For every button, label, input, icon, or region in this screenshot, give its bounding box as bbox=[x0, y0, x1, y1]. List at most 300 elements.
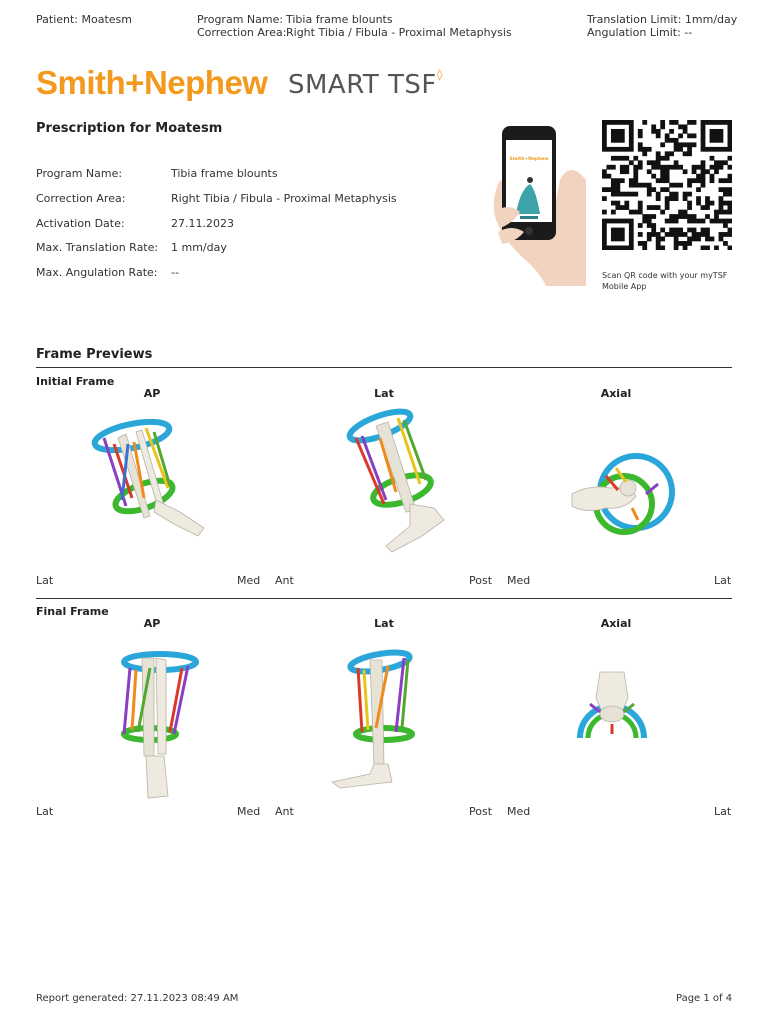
qr-module bbox=[678, 232, 683, 237]
qr-module bbox=[638, 232, 643, 237]
qr-module bbox=[620, 120, 625, 125]
header-correction-value: Right Tibia / Fibula - Proximal Metaphysis bbox=[286, 26, 512, 39]
qr-module bbox=[669, 138, 674, 143]
qr-module bbox=[728, 133, 732, 138]
qr-module bbox=[611, 138, 616, 143]
qr-module bbox=[701, 178, 706, 183]
qr-module bbox=[669, 196, 674, 201]
qr-module bbox=[615, 205, 620, 210]
qr-module bbox=[615, 187, 620, 192]
qr-module bbox=[638, 210, 643, 215]
qr-module bbox=[642, 120, 647, 125]
qr-module bbox=[620, 147, 625, 152]
qr-module bbox=[701, 120, 706, 125]
company-logo-left: Smith bbox=[36, 64, 126, 101]
qr-module bbox=[647, 192, 652, 197]
qr-module bbox=[602, 232, 607, 237]
qr-module bbox=[602, 169, 607, 174]
qr-module bbox=[606, 219, 611, 224]
qr-module bbox=[669, 192, 674, 197]
final-ap-left-orient: Lat bbox=[36, 805, 54, 818]
initial-axial-label: Axial bbox=[600, 387, 632, 400]
qr-module bbox=[633, 165, 638, 170]
qr-module bbox=[710, 129, 715, 134]
qr-module bbox=[647, 219, 652, 224]
initial-axial-left-orient: Med bbox=[507, 574, 531, 587]
qr-module bbox=[687, 228, 692, 233]
qr-module bbox=[602, 138, 607, 143]
qr-module bbox=[674, 219, 679, 224]
qr-module bbox=[656, 129, 661, 134]
qr-module bbox=[723, 160, 728, 165]
qr-module bbox=[624, 192, 629, 197]
qr-module bbox=[611, 156, 616, 161]
qr-module bbox=[728, 129, 732, 134]
qr-module bbox=[624, 201, 629, 206]
header-program-label: Program Name: bbox=[197, 13, 284, 26]
qr-module bbox=[660, 228, 665, 233]
qr-module bbox=[647, 205, 652, 210]
qr-module bbox=[611, 246, 616, 250]
qr-module bbox=[683, 232, 688, 237]
qr-module bbox=[696, 232, 701, 237]
qr-module bbox=[633, 169, 638, 174]
qr-module bbox=[606, 187, 611, 192]
qr-module bbox=[611, 178, 616, 183]
qr-module bbox=[660, 178, 665, 183]
qr-module bbox=[719, 160, 724, 165]
qr-module bbox=[647, 160, 652, 165]
qr-module bbox=[629, 147, 634, 152]
qr-module bbox=[620, 219, 625, 224]
qr-module bbox=[620, 129, 625, 134]
qr-module bbox=[705, 120, 710, 125]
qr-module bbox=[669, 219, 674, 224]
qr-module bbox=[701, 246, 706, 250]
qr-module bbox=[602, 133, 607, 138]
qr-module bbox=[615, 232, 620, 237]
qr-module bbox=[723, 223, 728, 228]
qr-module bbox=[719, 165, 724, 170]
qr-module bbox=[660, 210, 665, 215]
qr-module bbox=[674, 228, 679, 233]
qr-module bbox=[620, 237, 625, 242]
qr-module bbox=[629, 210, 634, 215]
qr-module bbox=[629, 246, 634, 250]
page-number: Page 1 of 4 bbox=[676, 993, 733, 1004]
qr-module bbox=[687, 183, 692, 188]
qr-module bbox=[678, 133, 683, 138]
qr-module bbox=[701, 138, 706, 143]
qr-module bbox=[687, 205, 692, 210]
qr-module bbox=[728, 147, 732, 152]
qr-module bbox=[615, 228, 620, 233]
qr-module bbox=[638, 201, 643, 206]
initial-lat-frame-image bbox=[340, 408, 460, 558]
qr-module bbox=[719, 201, 724, 206]
qr-module bbox=[647, 232, 652, 237]
qr-module bbox=[705, 228, 710, 233]
qr-module bbox=[633, 192, 638, 197]
qr-module bbox=[719, 120, 724, 125]
qr-module bbox=[674, 142, 679, 147]
qr-module bbox=[629, 133, 634, 138]
qr-module bbox=[728, 120, 732, 125]
qr-module bbox=[665, 165, 670, 170]
qr-module bbox=[696, 165, 701, 170]
qr-module bbox=[723, 120, 728, 125]
report-generated: Report generated: 27.11.2023 08:49 AM bbox=[36, 993, 239, 1004]
rx-value-program: Tibia frame blounts bbox=[171, 167, 278, 180]
qr-module bbox=[674, 232, 679, 237]
qr-module bbox=[696, 196, 701, 201]
qr-module bbox=[633, 210, 638, 215]
rx-value-translation: 1 mm/day bbox=[171, 241, 227, 254]
qr-module bbox=[629, 178, 634, 183]
qr-module bbox=[696, 187, 701, 192]
qr-module bbox=[714, 165, 719, 170]
qr-module bbox=[723, 147, 728, 152]
qr-module bbox=[620, 232, 625, 237]
qr-module bbox=[692, 214, 697, 219]
qr-module bbox=[687, 178, 692, 183]
qr-module bbox=[629, 160, 634, 165]
qr-module bbox=[683, 151, 688, 156]
qr-module bbox=[683, 241, 688, 246]
qr-module bbox=[615, 120, 620, 125]
qr-module bbox=[687, 214, 692, 219]
qr-module bbox=[660, 156, 665, 161]
qr-module bbox=[624, 219, 629, 224]
qr-module bbox=[674, 160, 679, 165]
qr-module bbox=[651, 228, 656, 233]
qr-module bbox=[629, 120, 634, 125]
qr-module bbox=[728, 205, 732, 210]
qr-module bbox=[674, 120, 679, 125]
qr-module bbox=[728, 174, 732, 179]
qr-module bbox=[602, 174, 607, 179]
header-angulation-limit: Angulation Limit: -- bbox=[587, 26, 693, 39]
qr-module bbox=[620, 246, 625, 250]
rx-value-angulation: -- bbox=[171, 266, 179, 279]
qr-module bbox=[620, 133, 625, 138]
qr-module bbox=[723, 219, 728, 224]
qr-module bbox=[696, 219, 701, 224]
qr-module bbox=[696, 201, 701, 206]
initial-ap-right-orient: Med bbox=[237, 574, 261, 587]
qr-module bbox=[683, 196, 688, 201]
qr-module bbox=[611, 201, 616, 206]
qr-module bbox=[660, 142, 665, 147]
qr-module bbox=[638, 183, 643, 188]
qr-module bbox=[638, 160, 643, 165]
qr-module bbox=[602, 129, 607, 134]
qr-module bbox=[701, 232, 706, 237]
qr-module bbox=[669, 129, 674, 134]
product-name bbox=[288, 70, 443, 100]
qr-module bbox=[710, 219, 715, 224]
qr-module bbox=[602, 241, 607, 246]
qr-module bbox=[647, 147, 652, 152]
qr-module bbox=[611, 120, 616, 125]
qr-module bbox=[656, 241, 661, 246]
qr-module bbox=[723, 192, 728, 197]
qr-module bbox=[602, 196, 607, 201]
qr-module bbox=[669, 183, 674, 188]
qr-module bbox=[669, 165, 674, 170]
qr-module bbox=[723, 210, 728, 215]
qr-module bbox=[665, 196, 670, 201]
qr-module bbox=[705, 232, 710, 237]
qr-module bbox=[701, 219, 706, 224]
qr-module bbox=[714, 120, 719, 125]
qr-module bbox=[620, 205, 625, 210]
qr-module bbox=[624, 246, 629, 250]
qr-module bbox=[678, 183, 683, 188]
qr-module bbox=[696, 237, 701, 242]
qr-module bbox=[602, 147, 607, 152]
qr-module bbox=[642, 183, 647, 188]
qr-module bbox=[669, 214, 674, 219]
qr-module bbox=[678, 241, 683, 246]
initial-ap-frame-image bbox=[84, 408, 214, 558]
qr-module bbox=[687, 142, 692, 147]
qr-module bbox=[624, 147, 629, 152]
qr-module bbox=[683, 129, 688, 134]
qr-module bbox=[620, 165, 625, 170]
qr-module bbox=[656, 246, 661, 250]
qr-module bbox=[714, 129, 719, 134]
qr-module bbox=[642, 219, 647, 224]
qr-module bbox=[701, 142, 706, 147]
qr-module bbox=[687, 151, 692, 156]
qr-module bbox=[606, 165, 611, 170]
qr-module bbox=[656, 151, 661, 156]
qr-module bbox=[629, 232, 634, 237]
qr-module bbox=[692, 165, 697, 170]
qr-module bbox=[629, 219, 634, 224]
qr-module bbox=[624, 120, 629, 125]
qr-module bbox=[611, 232, 616, 237]
qr-module bbox=[701, 124, 706, 129]
qr-module bbox=[705, 205, 710, 210]
qr-module bbox=[674, 241, 679, 246]
qr-module bbox=[710, 138, 715, 143]
qr-module bbox=[656, 165, 661, 170]
qr-module bbox=[692, 219, 697, 224]
initial-axial-right-orient: Lat bbox=[714, 574, 732, 587]
initial-frame-title: Initial Frame bbox=[36, 375, 115, 388]
qr-module bbox=[683, 246, 688, 250]
final-axial-frame-image bbox=[570, 668, 654, 748]
qr-module bbox=[615, 138, 620, 143]
qr-module bbox=[602, 187, 607, 192]
qr-module bbox=[656, 237, 661, 242]
qr-module bbox=[692, 169, 697, 174]
qr-module bbox=[642, 246, 647, 250]
qr-module bbox=[656, 196, 661, 201]
qr-module bbox=[629, 237, 634, 242]
final-axial-label: Axial bbox=[600, 617, 632, 630]
qr-module bbox=[669, 228, 674, 233]
qr-module bbox=[701, 205, 706, 210]
qr-module bbox=[660, 174, 665, 179]
qr-module bbox=[719, 210, 724, 215]
qr-module bbox=[629, 228, 634, 233]
qr-module bbox=[710, 201, 715, 206]
qr-module bbox=[728, 178, 732, 183]
qr-module bbox=[710, 156, 715, 161]
qr-module bbox=[633, 183, 638, 188]
rx-label-correction: Correction Area: bbox=[36, 192, 126, 205]
qr-module bbox=[719, 147, 724, 152]
header-patient: Patient: Moatesm bbox=[36, 13, 132, 26]
qr-module bbox=[719, 237, 724, 242]
qr-module bbox=[719, 205, 724, 210]
qr-module bbox=[638, 241, 643, 246]
qr-module bbox=[638, 165, 643, 170]
qr-module bbox=[665, 133, 670, 138]
qr-module bbox=[728, 192, 732, 197]
qr-module bbox=[701, 133, 706, 138]
qr-module bbox=[692, 237, 697, 242]
qr-module bbox=[660, 246, 665, 250]
qr-module bbox=[620, 228, 625, 233]
qr-module bbox=[728, 219, 732, 224]
qr-module bbox=[651, 174, 656, 179]
qr-module bbox=[678, 142, 683, 147]
qr-module bbox=[678, 214, 683, 219]
rx-value-activation: 27.11.2023 bbox=[171, 217, 234, 230]
company-logo-plus: + bbox=[125, 64, 144, 101]
qr-module bbox=[651, 124, 656, 129]
qr-module bbox=[692, 228, 697, 233]
qr-module bbox=[710, 174, 715, 179]
qr-module bbox=[701, 129, 706, 134]
qr-module bbox=[687, 120, 692, 125]
qr-module bbox=[602, 120, 607, 125]
qr-module bbox=[620, 138, 625, 143]
qr-module bbox=[687, 241, 692, 246]
qr-module bbox=[642, 241, 647, 246]
initial-ap-left-orient: Lat bbox=[36, 574, 54, 587]
qr-module bbox=[629, 192, 634, 197]
section-divider bbox=[36, 367, 732, 368]
qr-module bbox=[728, 187, 732, 192]
final-lat-label: Lat bbox=[374, 617, 394, 630]
qr-module bbox=[714, 219, 719, 224]
qr-module bbox=[620, 156, 625, 161]
rx-value-correction: Right Tibia / Fibula - Proximal Metaphysis bbox=[171, 192, 397, 205]
qr-module bbox=[602, 142, 607, 147]
qr-module bbox=[651, 165, 656, 170]
qr-module bbox=[719, 232, 724, 237]
qr-module bbox=[674, 183, 679, 188]
qr-module bbox=[611, 210, 616, 215]
prescription-title: Prescription for Moatesm bbox=[36, 121, 223, 136]
product-mark-icon: ◊ bbox=[436, 68, 443, 81]
qr-module bbox=[728, 201, 732, 206]
qr-module bbox=[602, 124, 607, 129]
qr-module bbox=[687, 133, 692, 138]
qr-module bbox=[692, 178, 697, 183]
qr-module bbox=[629, 129, 634, 134]
qr-module bbox=[665, 205, 670, 210]
qr-module bbox=[647, 237, 652, 242]
qr-module bbox=[642, 147, 647, 152]
qr-module bbox=[629, 142, 634, 147]
phone-in-hand-image bbox=[490, 120, 586, 286]
qr-module bbox=[602, 246, 607, 250]
qr-module bbox=[665, 156, 670, 161]
qr-module bbox=[606, 147, 611, 152]
qr-module bbox=[638, 142, 643, 147]
qr-module bbox=[728, 232, 732, 237]
qr-module bbox=[647, 187, 652, 192]
qr-module bbox=[620, 192, 625, 197]
qr-module bbox=[674, 246, 679, 250]
qr-module bbox=[651, 223, 656, 228]
qr-module bbox=[696, 178, 701, 183]
qr-module bbox=[656, 232, 661, 237]
qr-module bbox=[701, 174, 706, 179]
qr-module bbox=[624, 205, 629, 210]
qr-module bbox=[701, 165, 706, 170]
qr-module bbox=[656, 178, 661, 183]
qr-module bbox=[651, 214, 656, 219]
qr-module bbox=[705, 147, 710, 152]
frame-previews-title: Frame Previews bbox=[36, 347, 153, 362]
qr-module bbox=[615, 147, 620, 152]
qr-module bbox=[728, 228, 732, 233]
qr-module bbox=[674, 196, 679, 201]
qr-module bbox=[629, 223, 634, 228]
qr-module bbox=[606, 120, 611, 125]
initial-ap-label: AP bbox=[143, 387, 161, 400]
qr-module bbox=[719, 138, 724, 143]
qr-module bbox=[687, 147, 692, 152]
qr-module bbox=[611, 228, 616, 233]
qr-module bbox=[674, 192, 679, 197]
final-lat-right-orient: Post bbox=[469, 805, 493, 818]
qr-module bbox=[647, 214, 652, 219]
header-program-value: Tibia frame blounts bbox=[286, 13, 393, 26]
qr-module bbox=[638, 133, 643, 138]
qr-module bbox=[629, 124, 634, 129]
qr-module bbox=[660, 187, 665, 192]
qr-module bbox=[714, 246, 719, 250]
qr-module bbox=[606, 246, 611, 250]
header-correction-label: Correction Area: bbox=[197, 26, 287, 39]
qr-module bbox=[602, 223, 607, 228]
qr-module bbox=[719, 196, 724, 201]
rx-label-translation: Max. Translation Rate: bbox=[36, 241, 159, 254]
final-ap-right-orient: Med bbox=[237, 805, 261, 818]
initial-lat-left-orient: Ant bbox=[275, 574, 294, 587]
qr-module bbox=[710, 237, 715, 242]
company-logo bbox=[36, 64, 267, 102]
qr-module bbox=[665, 187, 670, 192]
qr-module bbox=[611, 237, 616, 242]
phone-screen-brand: Smith+Nephew bbox=[509, 157, 549, 162]
qr-module bbox=[714, 169, 719, 174]
qr-module bbox=[633, 174, 638, 179]
qr-module bbox=[660, 120, 665, 125]
qr-module bbox=[683, 210, 688, 215]
final-axial-right-orient: Lat bbox=[714, 805, 732, 818]
header-translation-limit: Translation Limit: 1mm/day bbox=[587, 13, 738, 26]
qr-module bbox=[714, 133, 719, 138]
